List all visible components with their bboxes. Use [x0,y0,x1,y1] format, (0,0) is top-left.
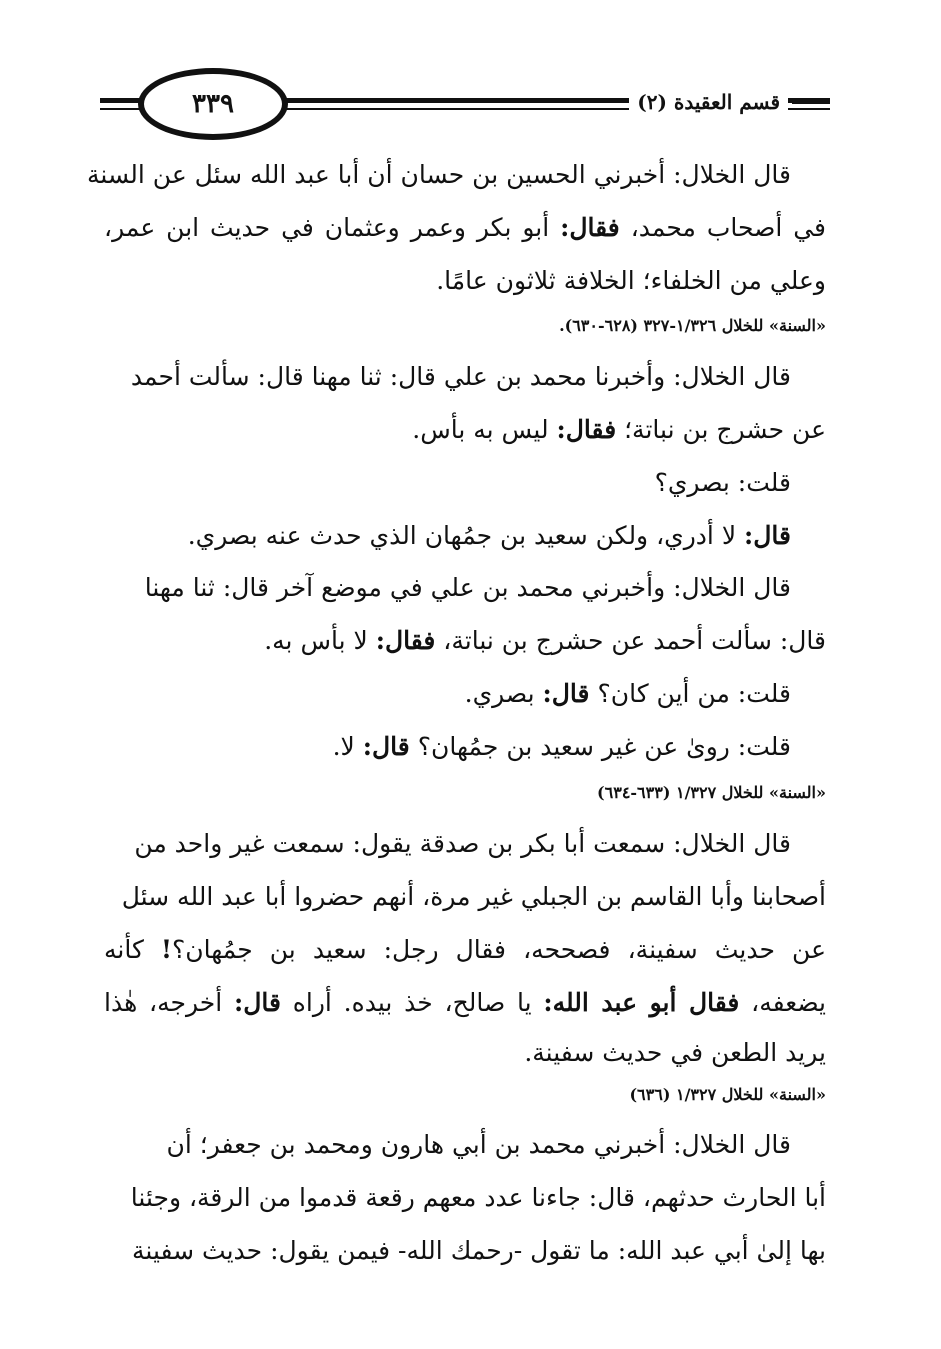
text-line: قال الخلال: وأخبرنا محمد بن علي قال: ثنا مهنا قال: سألت أحمد [130,362,791,391]
text-line: قلت: من أين كان؟ قال: بصري. [464,679,791,708]
text-line: يضعفه، فقال أبو عبد الله: يا صالح، خذ بيده. أراه قال: أخرجه، هٰذا [104,988,826,1017]
citation: «السنة» للخلال ١/٣٢٧ (٦٣٦) [629,1085,826,1104]
section-title: قسم العقيدة (٢) [629,90,788,114]
text-line: قلت: روىٰ عن غير سعيد بن جمُهان؟ قال: لا. [332,732,791,761]
text-line: قال: لا أدري، ولكن سعيد بن جمُهان الذي حدث عنه بصري. [187,521,791,550]
text-line: يريد الطعن في حديث سفينة. [524,1038,826,1067]
text-line: قال الخلال: وأخبرني محمد بن علي في موضع آخر قال: ثنا مهنا [144,573,791,602]
text-line: وعلي من الخلفاء؛ الخلافة ثلاثون عامًا. [436,266,826,295]
page-header [100,68,830,148]
text-line: أصحابنا وأبا القاسم بن الجبلي غير مرة، أنهم حضروا أبا عبد الله سئل [121,882,826,911]
text-line: قال الخلال: أخبرني محمد بن أبي هارون ومحمد بن جعفر؛ أن [166,1130,791,1159]
citation: «السنة» للخلال ١/٣٢٦-٣٢٧ (٦٢٨-٦٣٠). [559,316,826,335]
citation: «السنة» للخلال ١/٣٢٧ (٦٣٣-٦٣٤) [597,783,826,802]
text-line: في أصحاب محمد، فقال: أبو بكر وعمر وعثمان في حديث ابن عمر، [104,213,827,242]
text-line: قال الخلال: أخبرني الحسين بن حسان أن أبا عبد الله سئل عن السنة [87,160,791,189]
text-line: عن حشرج بن نباتة؛ فقال: ليس به بأس. [412,415,826,444]
text-line: قلت: بصري؟ [654,468,791,497]
text-line: قال: سألت أحمد عن حشرج بن نباتة، فقال: لا بأس به. [264,626,826,655]
text-line: قال الخلال: سمعت أبا بكر بن صدقة يقول: سمعت غير واحد من [134,829,791,858]
text-line: أبا الحارث حدثهم، قال: جاءنا عدد معهم رقعة قدموا من الرقة، وجئنا [130,1183,826,1212]
text-line: عن حديث سفينة، فصححه، فقال رجل: سعيد بن جمُهان؟! كأنه [104,935,826,964]
page-number-oval [138,68,288,140]
page-number: ٣٣٩ [192,89,234,119]
text-line: بها إلىٰ أبي عبد الله: ما تقول -رحمك الله- فيمن يقول: حديث سفينة [132,1236,826,1265]
header-dash [792,99,830,104]
